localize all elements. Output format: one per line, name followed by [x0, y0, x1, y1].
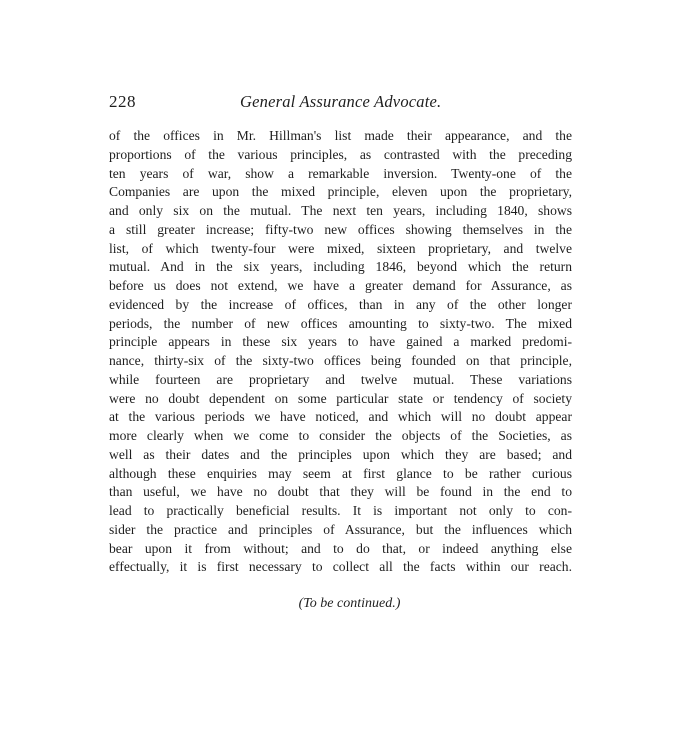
to-be-continued-note: (To be continued.)	[298, 596, 401, 611]
text-line: principle appears in these six years to have gained a marked predomi-	[109, 334, 572, 350]
text-line: of the offices in Mr. Hillman's list made their appearance, and the	[109, 128, 572, 143]
text-line: at the various periods we have noticed, and which will no doubt appear	[109, 409, 572, 425]
body-text	[109, 127, 572, 577]
text-line: well as their dates and the principles upon which they are based; and	[109, 446, 572, 462]
page-header	[109, 92, 572, 116]
text-line: while fourteen are proprietary and twelve mutual. These variations	[109, 371, 572, 387]
text-line: and only six on the mutual. The next ten years, including 1840, shows	[109, 203, 572, 218]
text-line: a still greater increase; fifty-two new offices showing themselves in the	[109, 221, 572, 237]
book-page	[109, 92, 572, 612]
text-line: more clearly when we come to consider the objects of the Societies, as	[109, 428, 572, 443]
text-line: nance, thirty-six of the sixty-two offices being founded on that principle,	[109, 353, 572, 368]
text-line: before us does not extend, we have a greater demand for Assurance, as	[109, 278, 572, 293]
text-line: bear upon it from without; and to do that, or indeed anything else	[109, 540, 572, 556]
text-line: were no doubt dependent on some particular state or tendency of society	[109, 390, 572, 406]
text-line: periods, the number of new offices amounting to sixty-two. The mixed	[109, 315, 572, 331]
text-line: Companies are upon the mixed principle, eleven upon the proprietary,	[109, 184, 572, 200]
text-line: ten years of war, show a remarkable inversion. Twenty-one of the	[109, 165, 572, 181]
running-title: General Assurance Advocate.	[240, 92, 442, 111]
text-line: sider the practice and principles of Assurance, but the influences which	[109, 521, 572, 537]
text-line: effectually, it is first necessary to collect all the facts within our reach.	[109, 559, 572, 575]
page-number: 228	[109, 92, 136, 111]
text-line: proportions of the various principles, as contrasted with the preceding	[109, 146, 572, 162]
text-line: evidenced by the increase of offices, than in any of the other longer	[109, 296, 572, 312]
text-line: mutual. And in the six years, including 1846, beyond which the return	[109, 259, 572, 275]
text-line: than useful, we have no doubt that they will be found in the end to	[109, 484, 572, 500]
text-line: list, of which twenty-four were mixed, sixteen proprietary, and twelve	[109, 240, 572, 256]
text-line: lead to practically beneficial results. It is important not only to con-	[109, 503, 572, 518]
text-line: although these enquiries may seem at first glance to be rather curious	[109, 465, 572, 481]
